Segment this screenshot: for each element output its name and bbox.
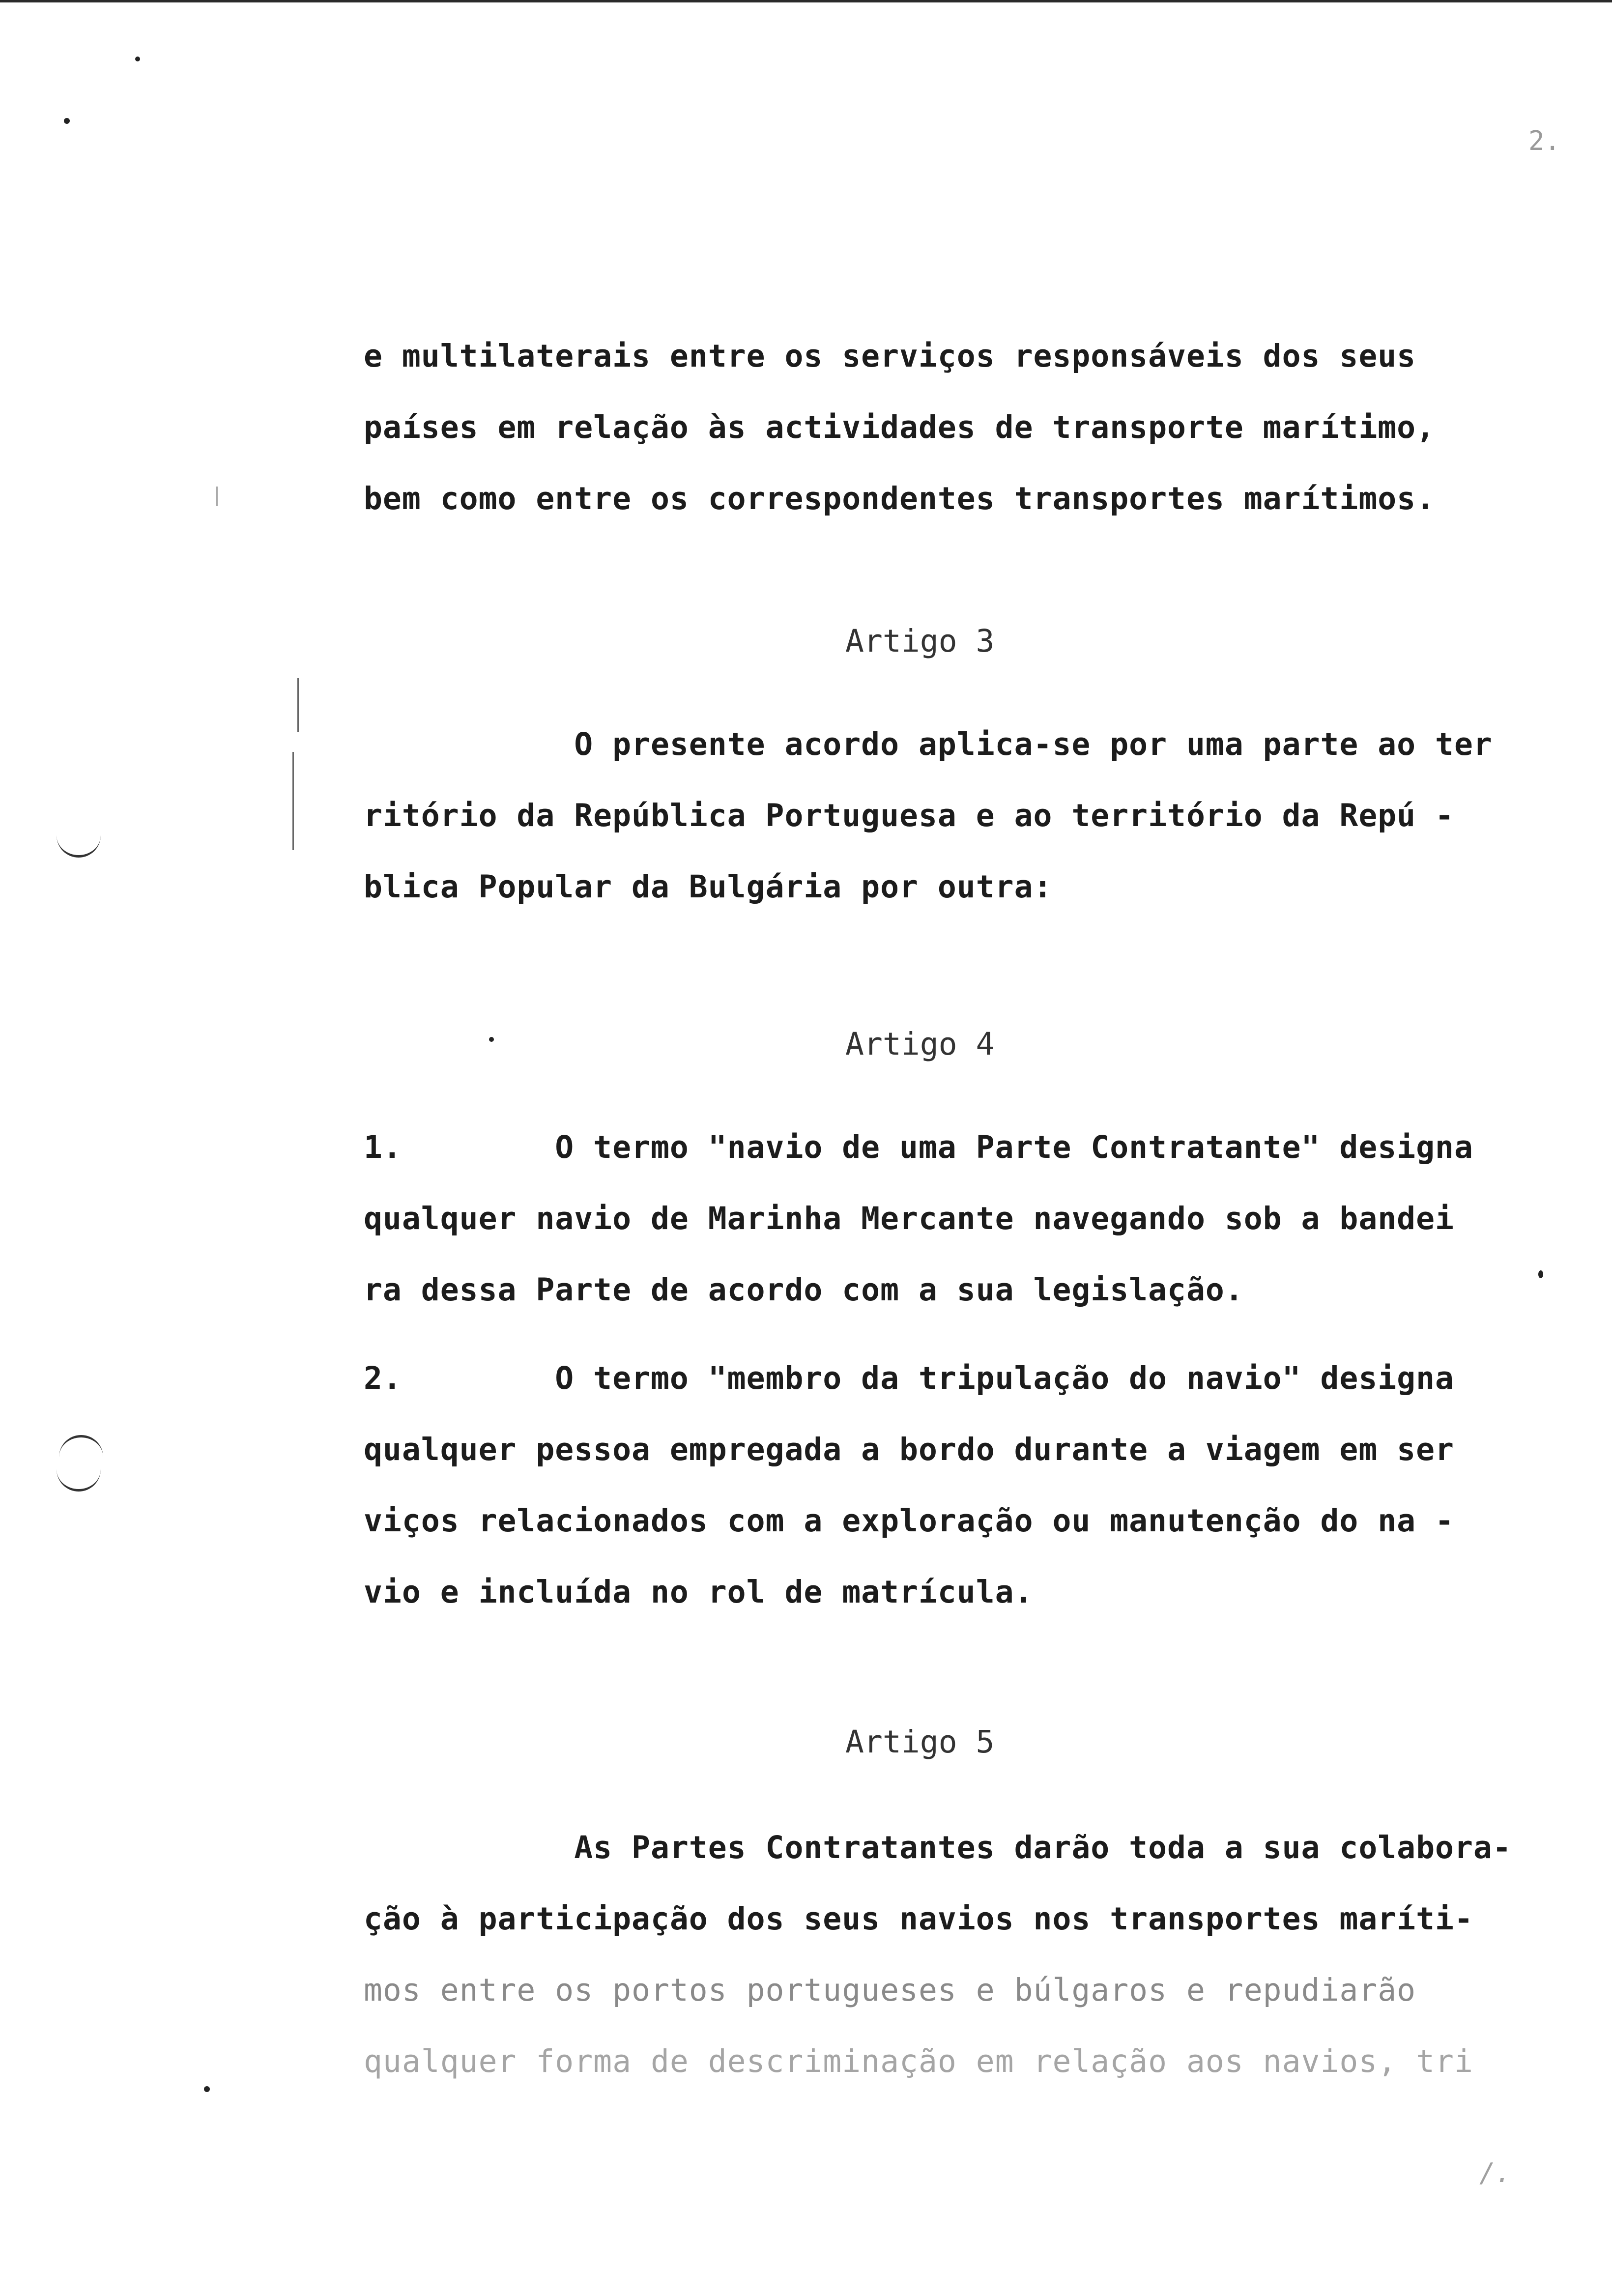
scan-line (297, 678, 299, 732)
article-5-line-1: As Partes Contratantes darão toda a sua colabora- (364, 1830, 1512, 1866)
article-3-line-2: ritório da República Portuguesa e ao território da Repú - (364, 798, 1454, 833)
scan-speck (135, 57, 140, 61)
continuation-mark: /. (1479, 2157, 1512, 2188)
article-3-line-3: blica Popular da Bulgária por outra: (364, 869, 1053, 905)
punch-hole-mark (59, 1435, 103, 1457)
article-4-heading: Artigo 4 (845, 1026, 995, 1062)
article-4-item-1-line-2: qualquer navio de Marinha Mercante navegando sob a bandei (364, 1201, 1454, 1236)
article-3-line-1: O presente acordo aplica-se por uma parte ao ter (364, 726, 1493, 762)
punch-hole-mark (57, 835, 101, 858)
scan-speck (489, 1037, 494, 1042)
page-number: 2. (1528, 125, 1561, 156)
article-5-line-2: ção à participação dos seus navios nos transportes maríti- (364, 1901, 1473, 1937)
article-4-item-2-line-4: vio e incluída no rol de matrícula. (364, 1574, 1034, 1610)
article-5-line-4: qualquer forma de descriminação em relação aos navios, tri (364, 2043, 1473, 2079)
scan-speck (1538, 1270, 1543, 1278)
scan-speck (204, 2086, 210, 2092)
article-5-line-3: mos entre os portos portugueses e búlgaros e repudiarão (364, 1972, 1416, 2008)
top-border-line (0, 0, 1612, 2)
article-4-item-2-line-1: 2. O termo "membro da tripulação do navio" designa (364, 1360, 1454, 1396)
scan-speck (64, 118, 70, 124)
punch-hole-mark (57, 1469, 101, 1492)
article-5-heading: Artigo 5 (845, 1724, 995, 1760)
continuation-line-1: e multilaterais entre os serviços responsáveis dos seus (364, 338, 1416, 374)
article-4-item-2-line-2: qualquer pessoa empregada a bordo durante a viagem em ser (364, 1432, 1454, 1467)
article-4-item-2-line-3: viços relacionados com a exploração ou manutenção do na - (364, 1503, 1454, 1539)
article-4-item-1-line-3: ra dessa Parte de acordo com a sua legislação. (364, 1272, 1244, 1308)
article-3-heading: Artigo 3 (845, 623, 995, 659)
continuation-line-3: bem como entre os correspondentes transportes marítimos. (364, 481, 1436, 517)
scan-line (292, 752, 294, 850)
scan-line (216, 487, 218, 506)
article-4-item-1-line-1: 1. O termo "navio de uma Parte Contratante" designa (364, 1129, 1473, 1165)
continuation-line-2: países em relação às actividades de transporte marítimo, (364, 409, 1436, 445)
